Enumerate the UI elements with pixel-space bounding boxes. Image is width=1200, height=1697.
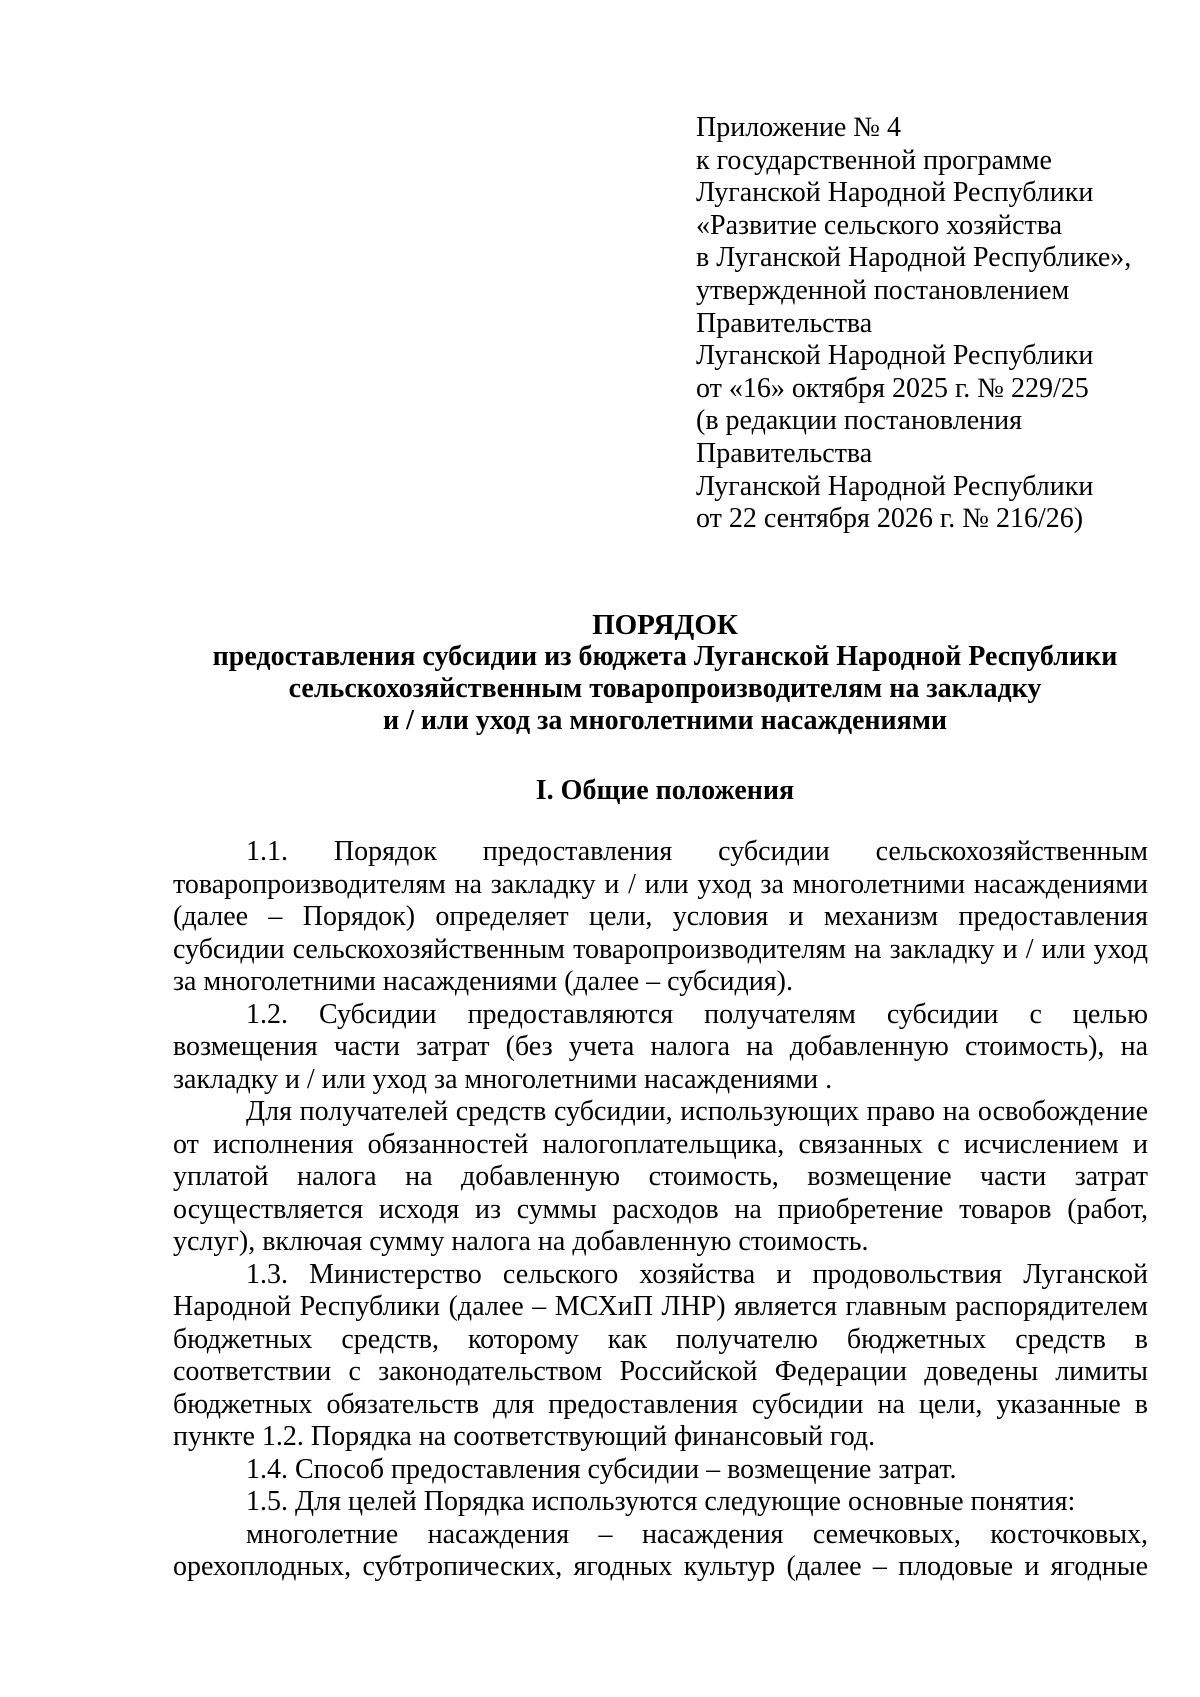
document-title: ПОРЯДОК bbox=[592, 609, 738, 641]
document-subtitle-line: предоставления субсидии из бюджета Луганской Народной Республики bbox=[212, 641, 1118, 672]
appendix-line: Луганской Народной Республики bbox=[696, 340, 1094, 372]
paragraph-1-2: 1.2. Субсидии предоставляются получателям субсидии с целью возмещения части затрат (без учета налога на добавленную стоимость), на закладку и / или уход за многолетними насаждениями . bbox=[173, 998, 1148, 1095]
appendix-line: Луганской Народной Республики bbox=[696, 177, 1094, 209]
document-title-block bbox=[160, 609, 1170, 737]
paragraph-1-1: 1.1. Порядок предоставления субсидии сельскохозяйственным товаропроизводителям на закладку и / или уход за многолетними насаждениями (далее – Порядок) определяет цели, условия и механизм предоставления субсидии сельскохозяйственным товаропроизводителям на закладку и / или уход за многолетними насаждениями (далее – субсидия). bbox=[173, 836, 1148, 997]
appendix-line: утвержденной постановлением bbox=[696, 274, 1070, 306]
section-heading: I. Общие положения bbox=[535, 775, 795, 806]
document-body bbox=[173, 836, 1148, 1584]
paragraph-vat-exemption: Для получателей средств субсидии, использующих право на освобождение от исполнения обязанностей налогоплательщика, связанных с исчислением и уплатой налога на добавленную стоимость, возмещение части затрат осуществляется исходя из суммы расходов на приобретение товаров (работ, услуг), включая сумму налога на добавленную стоимость. bbox=[173, 1096, 1148, 1257]
appendix-line: от 22 сентября 2026 г. № 216/26) bbox=[696, 503, 1084, 535]
appendix-line: в Луганской Народной Республике», bbox=[696, 242, 1132, 274]
document-subtitle-line: сельскохозяйственным товаропроизводителям на закладку bbox=[288, 673, 1042, 704]
appendix-line: Правительства bbox=[696, 307, 873, 339]
paragraph-1-3: 1.3. Министерство сельского хозяйства и продовольствия Луганской Народной Республики (далее – МСХиП ЛНР) является главным распорядителем бюджетных средств, которому как получателю бюджетных средств в соответствии с законодательством Российской Федерации доведены лимиты бюджетных обязательств для предоставления субсидии на цели, указанные в пункте 1.2. Порядка на соответствующий финансовый год. bbox=[173, 1258, 1148, 1452]
document-subtitle-line: и / или уход за многолетними насаждениями bbox=[382, 705, 948, 736]
appendix-line: (в редакции постановления bbox=[696, 405, 1023, 437]
appendix-line: Правительства bbox=[696, 437, 873, 469]
paragraph-1-5: 1.5. Для целей Порядка используются следующие основные понятия: bbox=[246, 1486, 1076, 1517]
paragraph-1-4: 1.4. Способ предоставления субсидии – возмещение затрат. bbox=[246, 1453, 957, 1485]
appendix-line: к государственной программе bbox=[696, 144, 1052, 176]
appendix-block bbox=[696, 112, 1176, 536]
appendix-line: Луганской Народной Республики bbox=[696, 470, 1094, 502]
appendix-line: от «16» октября 2025 г. № 229/25 bbox=[696, 372, 1089, 404]
paragraph-definition: многолетние насаждения – насаждения семечковых, косточковых, орехоплодных, субтропических, ягодных культур (далее – плодовые и ягодные bbox=[173, 1518, 1148, 1582]
appendix-line: «Развитие сельского хозяйства bbox=[696, 209, 1063, 241]
appendix-line: Приложение № 4 bbox=[696, 112, 901, 143]
